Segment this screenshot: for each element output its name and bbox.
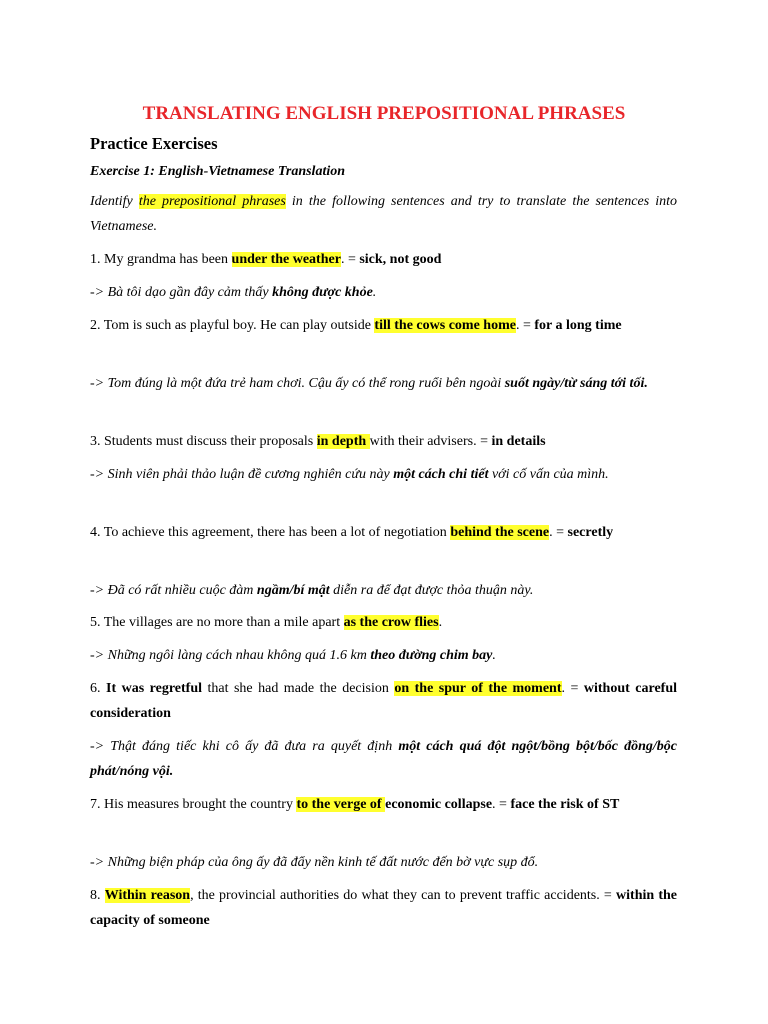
translated-phrase: không được khỏe [272,285,373,300]
sentence-6: 6. It was regretful that she had made the decision on the spur of the moment. = without careful consideration [90,681,677,721]
translation-7: -> Những biện pháp của ông ấy đã đẩy nền kinh tế đất nước đến bờ vực sụp đổ. [90,855,539,870]
sentence-1: 1. My grandma has been under the weather. = sick, not good [90,252,442,267]
page-title: TRANSLATING ENGLISH PREPOSITIONAL PHRASES [142,103,626,124]
translation-1: -> Bà tôi dạo gần đây cảm thấy không được khỏe. [90,285,377,300]
highlighted-phrase: behind the scene [450,525,550,540]
highlighted-phrase: till the cows come home [374,318,516,333]
definition: without careful consideration [90,681,677,721]
definition: secretly [567,525,614,540]
translation-6: -> Thật đáng tiếc khi cô ấy đã đưa ra quyết định một cách quá đột ngột/bồng bột/bốc đồng/bộc phát/nóng vội. [90,739,677,779]
translated-phrase: theo đường chim bay [370,648,493,663]
highlighted-phrase: as the crow flies [343,615,439,630]
sentence-8: 8. Within reason, the provincial authorities do what they can to prevent traffic accidents. = within the capacity of someone [90,888,678,928]
translation-4: -> Đã có rất nhiều cuộc đàm ngầm/bí mật diễn ra để đạt được thỏa thuận này. [90,583,534,598]
sentence-3: 3. Students must discuss their proposals in depth with their advisers. = in details [90,434,546,449]
highlighted-phrase: Within reason [104,888,191,903]
translation-2: -> Tom đúng là một đứa trẻ ham chơi. Cậu ấy có thể rong ruổi bên ngoài suốt ngày/từ sáng tới tối. [90,376,648,391]
translated-phrase: một cách chi tiết [393,467,489,482]
exercise-heading: Exercise 1: English-Vietnamese Translation [90,164,346,179]
sentence-2: 2. Tom is such as playful boy. He can play outside till the cows come home. = for a long time [90,318,622,333]
definition: in details [491,434,546,449]
definition: for a long time [534,318,622,333]
definition: face the risk of ST [510,797,620,812]
highlighted-phrase: to the verge of [296,797,386,812]
translated-phrase: suốt ngày/từ sáng tới tối. [504,376,648,391]
translation-5: -> Những ngôi làng cách nhau không quá 1.6 km theo đường chim bay. [90,648,496,663]
translated-phrase: một cách quá đột ngột/bồng bột/bốc đồng/bộc phát/nóng vội. [90,739,677,779]
definition: sick, not good [359,252,442,267]
definition: within the capacity of someone [90,888,678,928]
sentence-5: 5. The villages are no more than a mile apart as the crow flies. [90,615,443,630]
instruction-paragraph: Identify the prepositional phrases in the following sentences and try to translate the sentences into Vietnamese. [90,194,678,234]
translated-phrase: ngầm/bí mật [256,583,330,598]
bold-phrase: economic collapse [385,797,493,812]
highlighted-phrase: in depth [316,434,370,449]
sentence-7: 7. His measures brought the country to the verge of economic collapse. = face the risk of ST [90,797,620,812]
bold-phrase: It was regretful [106,681,202,696]
highlighted-phrase: the prepositional phrases [138,194,286,209]
highlighted-phrase: under the weather [231,252,341,267]
section-heading: Practice Exercises [90,134,218,153]
translation-3: -> Sinh viên phải thảo luận đề cương nghiên cứu này một cách chi tiết với cố vấn của mình. [90,467,609,482]
sentence-4: 4. To achieve this agreement, there has been a lot of negotiation behind the scene. = secretly [90,525,614,540]
highlighted-phrase: on the spur of the moment [394,681,562,696]
